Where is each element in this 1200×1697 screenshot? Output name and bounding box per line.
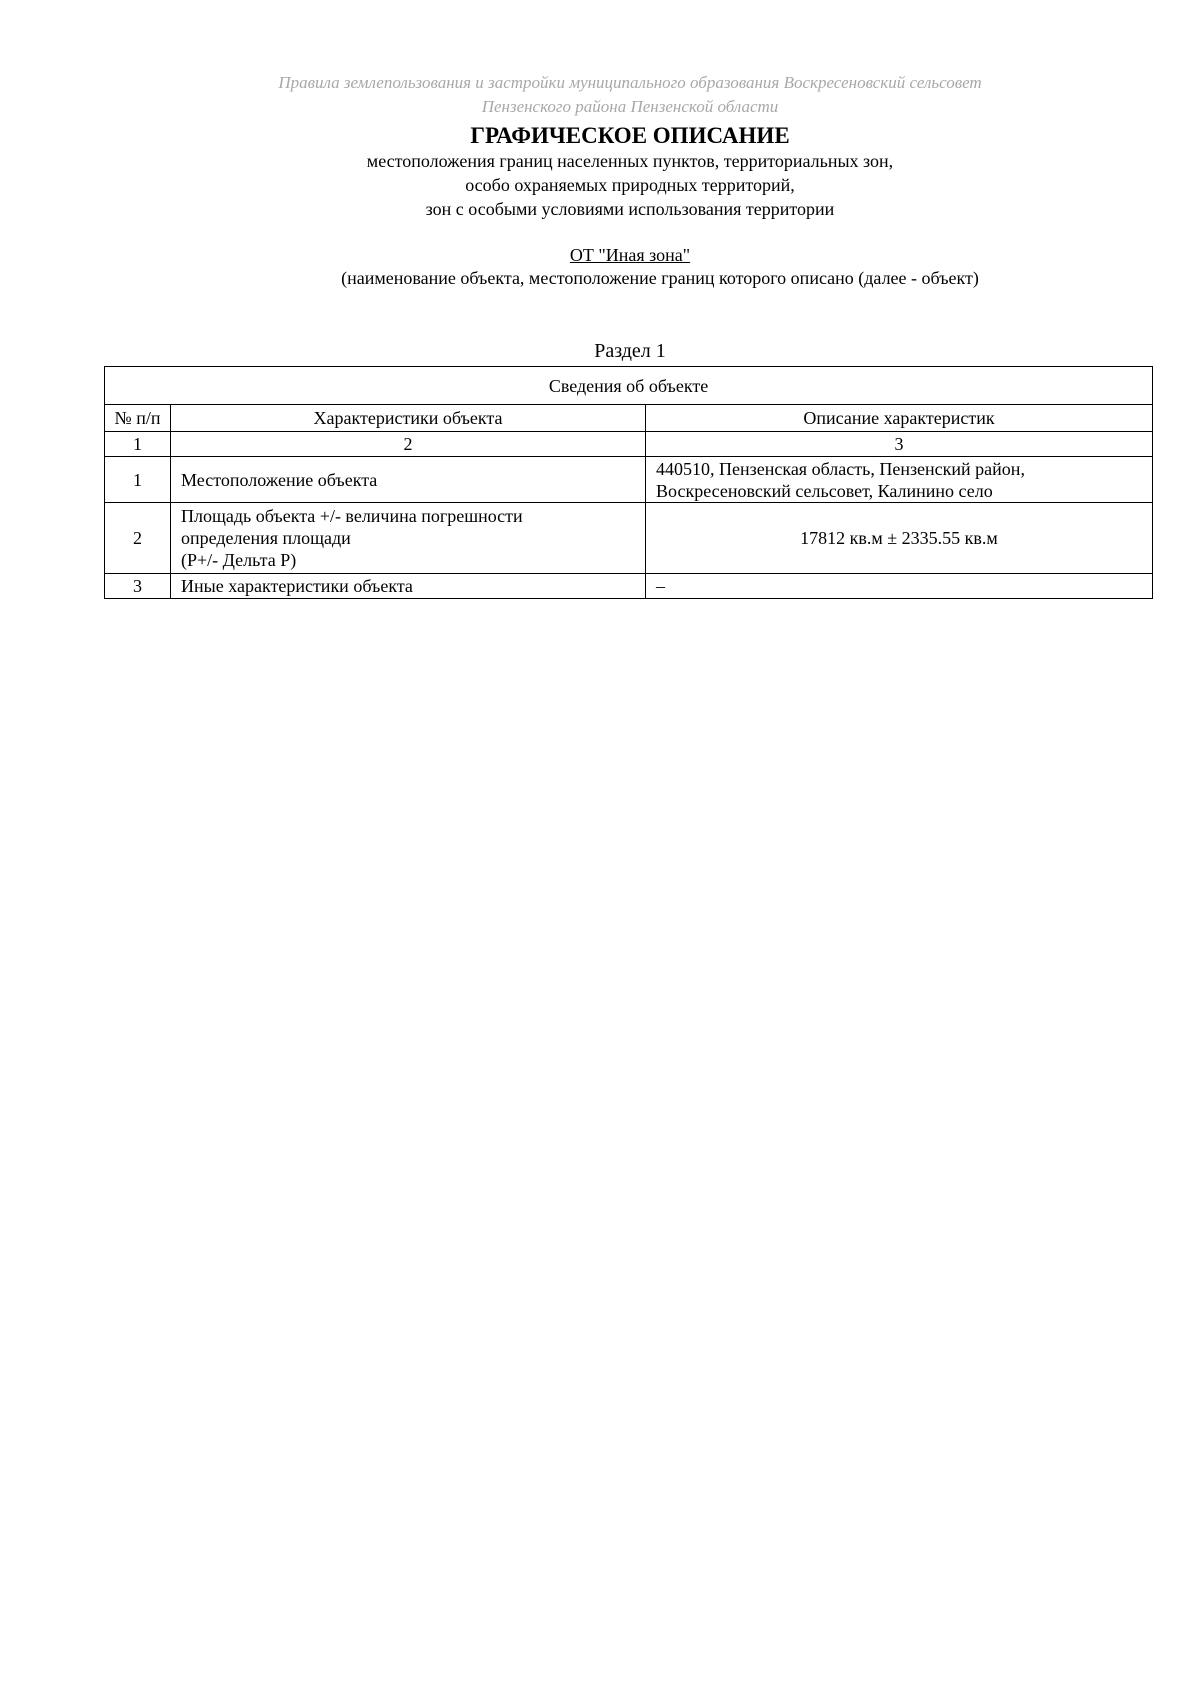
row-num: 3 xyxy=(105,574,171,599)
table-row xyxy=(105,503,1153,574)
table-header-row xyxy=(105,405,1153,432)
row-description-line2: Воскресеновский сельсовет, Калинино село xyxy=(656,480,993,501)
header-description: Описание характеристик xyxy=(646,405,1153,432)
column-number-row xyxy=(105,432,1153,457)
subtitle-line1: местоположения границ населенных пунктов, территориальных зон, xyxy=(366,151,894,171)
object-info-table xyxy=(104,366,1153,599)
row-num: 2 xyxy=(105,503,171,574)
table-row xyxy=(105,574,1153,599)
row-characteristic-line1: Площадь объекта +/- величина погрешности xyxy=(181,506,523,526)
header-note-line2: Пензенского района Пензенской области xyxy=(481,97,779,116)
document-title: ГРАФИЧЕСКОЕ ОПИСАНИЕ xyxy=(470,123,790,148)
table-caption: Сведения об объекте xyxy=(105,367,1153,405)
object-name xyxy=(100,243,1160,267)
row-description-line1: 440510, Пензенская область, Пензенский район, xyxy=(656,458,1025,479)
table-row xyxy=(105,457,1153,503)
row-characteristic: Иные характеристики объекта xyxy=(171,574,646,599)
header-characteristic: Характеристики объекта xyxy=(171,405,646,432)
subtitle-line3: зон с особыми условиями использования территории xyxy=(425,199,835,219)
row-description: 17812 кв.м ± 2335.55 кв.м xyxy=(646,503,1153,574)
header-note-line1: Правила землепользования и застройки муниципального образования Воскресеновский сельсовет xyxy=(278,73,982,92)
row-characteristic: Местоположение объекта xyxy=(171,457,646,503)
row-description xyxy=(646,457,1153,503)
object-name-text: ОТ "Иная зона" xyxy=(569,245,691,265)
section-title: Раздел 1 xyxy=(594,340,666,362)
header-num: № п/п xyxy=(105,405,171,432)
row-characteristic-line3: (P+/- Дельта P) xyxy=(181,550,297,570)
row-characteristic xyxy=(171,503,646,574)
row-num: 1 xyxy=(105,457,171,503)
column-number-1: 1 xyxy=(105,432,171,457)
column-number-2: 2 xyxy=(171,432,646,457)
table-caption-row xyxy=(105,367,1153,405)
column-number-3: 3 xyxy=(646,432,1153,457)
object-caption: (наименование объекта, местоположение границ которого описано (далее - объект) xyxy=(341,268,979,288)
row-characteristic-line2: определения площади xyxy=(181,528,351,548)
row-description: – xyxy=(646,574,1153,599)
subtitle-line2: особо охраняемых природных территорий, xyxy=(465,175,795,195)
